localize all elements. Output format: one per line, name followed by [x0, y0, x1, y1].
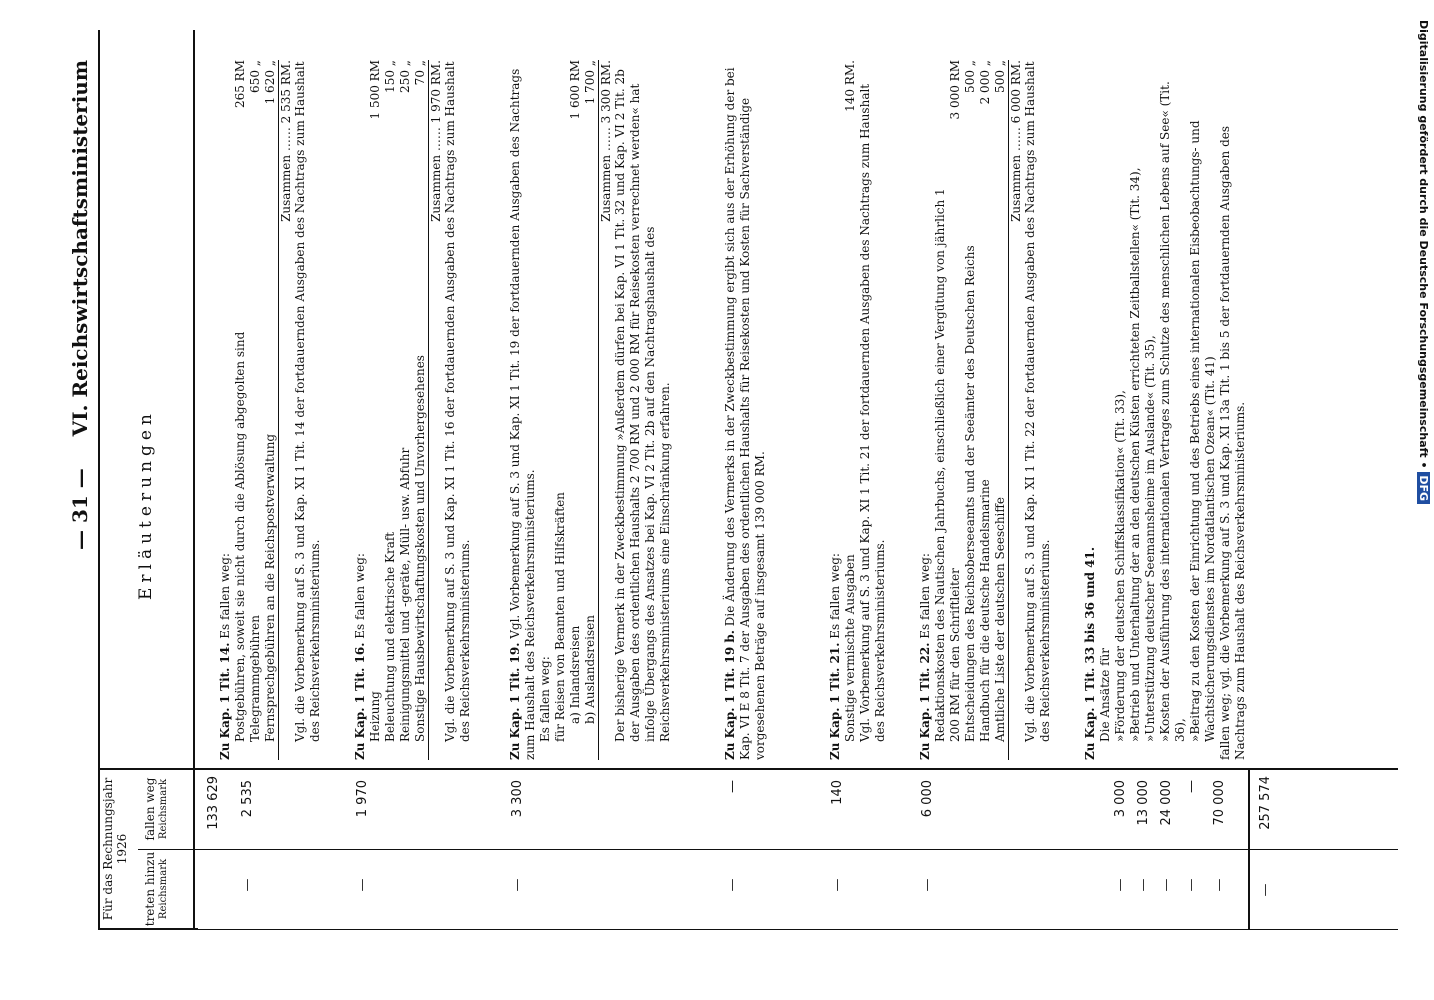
- section-tit33-41: Zu Kap. 1 Tit. 33 bis 36 und 41. Die Ansätze für »Förderung der deutschen Schiffsklassifikation« (Tit. 33), »Betrieb und Unterhaltung der an den deutschen Küsten errichteten Zeitballstellen« (Tit. 34), »Unterstützung deutscher Seemannsheime im Auslande« (Tit. 35), »Kosten der Ausführung des internationalen Vertrages zum Schutze des menschlichen Lebens auf See« (Tit. 36), »Beitrag zu den Kosten der Einrichtung und des Betriebs eines internationalen Eisbeobachtungs- und Wachtsicherungsdienstes im Nordatlantischen Ozean« (Tit. 41) fallen weg; vgl. die Vorbemerkung auf S. 3 und Kap. XI 13a Tit. 1 bis 5 der fortdauernden Ausgaben des Nachtrags zum Haushalt des Reichsverkehrsministeriums.: [1083, 81, 1247, 760]
- fiscal-year-heading: Für das Rechnungsjahr 1926: [101, 777, 129, 921]
- explanations-heading: Erläuterungen: [136, 409, 156, 600]
- col-fallen-label: fallen weg Reichsmark: [143, 777, 169, 841]
- col-treten-label: treten hinzu Reichsmark: [143, 851, 169, 927]
- sec0-fallen: 2 535: [240, 780, 255, 818]
- dfg-badge: DFG: [1417, 472, 1430, 504]
- section-tit14: Zu Kap. 1 Tit. 14. Es fallen weg: Postgebühren, soweit sie nicht durch die Ablösung abgegolten sind 265 RM Telegrammgebühren 650 „ Fernsprechgebühren an die Reichspostverwaltung 1 620 „ Zusammen …… 2 535 RM. Vgl. die Vorbemerkung auf S. 3 und Kap. XI 1 Tit. 14 der fortdauernden Ausgaben des Nachtrags zum Haushalt des Reichsverkehrsministeriums.: [218, 60, 322, 760]
- sec6-treten-1: —: [1136, 878, 1151, 892]
- ministry-title: VI. Reichswirtschaftsministerium: [68, 60, 92, 437]
- sec6-treten-0: —: [1113, 878, 1128, 892]
- digitization-note: Digitalisierung gefördert durch die Deutsche Forschungsgemeinschaft • DFG: [1417, 20, 1430, 504]
- col-rule-left-body: [195, 929, 1398, 930]
- sec4-fallen: 140: [830, 780, 845, 805]
- sec6-fallen-1: 13 000: [1136, 780, 1151, 826]
- table-top-rule: [98, 30, 100, 930]
- section-tit16: Zu Kap. 1 Tit. 16. Es fallen weg: Heizung 1 500 RM Beleuchtung und elektrische Kraft 150 „ Reinigungsmittel und -geräte, Müll- usw. Abfuhr 250 „ Sonstige Hausbewirtschaftungskosten und Unvorhergesehenes 70 „ Zusammen …… 1 970 RM. Vgl. die Vorbemerkung auf S. 3 und Kap. XI 1 Tit. 16 der fortdauernden Ausgaben des Nachtrags zum Haushalt des Reichsverkehrsministeriums.: [353, 60, 472, 760]
- sec4-treten: —: [830, 878, 845, 892]
- sec5-treten: —: [920, 878, 935, 892]
- sec6-treten-3: —: [1184, 878, 1199, 892]
- section-tit19b: Zu Kap. 1 Tit. 19 b. Die Änderung des Vermerks in der Zweckbestimmung ergibt sich aus der Erhöhung der bei Kap. VI E 8 Tit. 7 der Ausgaben des ordentlichen Haushalts für Reisekosten und Kosten für Sachverständige vorgesehenen Beträge auf insgesamt 139 000 RM.: [723, 67, 767, 760]
- sec1-fallen: 1 970: [355, 780, 370, 818]
- section-tit22: Zu Kap. 1 Tit. 22. Es fallen weg: Redaktionskosten des Nautischen Jahrbuchs, einschließlich einer Vergütung von jährlich 1 200 RM für den Schriftleiter 3 000 RM Entscheidungen des Reichsoberseeamts und der Seeämter des Deutschen Reichs 500 „ Handbuch für die deutsche Handelsmarine 2 000 „ Amtliche Liste der deutschen Seeschiffe 500 „ Zusammen …… 6 000 RM. Vgl. die Vorbemerkung auf S. 3 und Kap. XI 1 Tit. 22 der fortdauernden Ausgaben des Nachtrags zum Haushalt des Reichsverkehrsministeriums.: [918, 60, 1052, 760]
- section-tit19: Zu Kap. 1 Tit. 19. Vgl. Vorbemerkung auf S. 3 und Kap. XI 1 Tit. 19 der fortdauernden Ausgaben des Nachtrags zum Haushalt des Reichsverkehrsministeriums. Es fallen weg: für Reisen von Beamten und Hilfskräften a) Inlandsreisen 1 600 RM b) Auslandsreisen 1 700 „ Zusammen …… 3 300 RM. Der bisherige Vermerk in der Zweckbestimmung »Außerdem dürfen bei Kap. VI 1 Tit. 32 und Kap. VI 2 Tit. 2b der Ausgaben des ordentlichen Haushalts 2 700 RM und 2 000 RM für Reisekosten verrechnet werden« hat infolge Übergangs des Ansatzes bei Kap. VI 2 Tit. 2b auf den Nachtragshaushalt des Reichsverkehrsministeriums eine Einschränkung erfahren.: [508, 60, 672, 760]
- sec6-treten-2: —: [1159, 878, 1174, 892]
- col-rule-right: [98, 768, 1398, 770]
- sec2-treten: —: [510, 878, 525, 892]
- sec3-treten: —: [725, 878, 740, 892]
- sec6-treten-4: —: [1212, 878, 1227, 892]
- carry-forward-value: 133 629: [206, 776, 221, 830]
- total-treten: —: [1258, 883, 1273, 897]
- totals-rule: [1248, 770, 1250, 930]
- page-number: — 31 —: [68, 468, 92, 550]
- section-tit21: Zu Kap. 1 Tit. 21. Es fallen weg: Sonstige vermischte Ausgaben 140 RM. Vgl. Vorbemerkung auf S. 3 und Kap. XI 1 Tit. 21 der fortdauernden Ausgaben des Nachtrags zum Haushalt des Reichsverkehrsministeriums.: [828, 60, 887, 760]
- sec0-treten: —: [240, 878, 255, 892]
- sec6-fallen-3: —: [1184, 780, 1199, 793]
- sec5-fallen: 6 000: [920, 780, 935, 818]
- sec2-fallen: 3 300: [510, 780, 525, 818]
- total-fallen: 257 574: [1258, 776, 1273, 830]
- sec1-treten: —: [355, 878, 370, 892]
- budget-table: [98, 30, 1398, 930]
- sec6-fallen-0: 3 000: [1113, 780, 1128, 818]
- sec6-fallen-4: 70 000: [1212, 780, 1227, 826]
- sec3-fallen: —: [725, 780, 740, 793]
- sec6-fallen-2: 24 000: [1159, 780, 1174, 826]
- col-rule-left: [98, 928, 198, 930]
- header-rule: [193, 30, 195, 930]
